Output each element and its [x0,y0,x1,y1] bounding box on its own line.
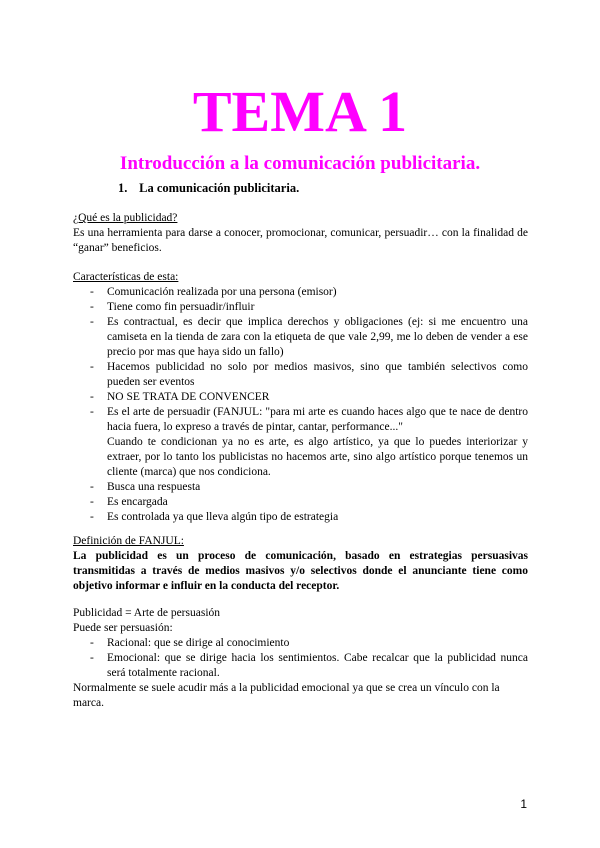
section-heading [118,181,299,196]
list-item: - Hacemos publicidad no solo por medios masivos, sino que también selectivos como pueden ser eventos [90,361,528,388]
characteristics-heading: Características de esta: [73,271,179,283]
list-item: - Racional: que se dirige al conocimiento [90,637,290,649]
list-item: - Tiene como fin persuadir/influir [90,301,255,313]
characteristics-list-after [73,480,528,525]
section-number: 1. [118,181,128,195]
persuasion-line-2: Puede ser persuasión: [73,622,173,634]
characteristics-block [73,270,528,525]
list-item: - Es contractual, es decir que implica derechos y obligaciones (ej: si me encuentro una camiseta en la tienda de zara con la etiqueta de que vale 2,99, me lo deben de vender a ese precio por mas que haya sido un fallo) [90,316,528,358]
list-item: - Comunicación realizada por una persona (emisor) [90,286,337,298]
definition-heading: Definición de FANJUL: [73,535,184,547]
section-label: La comunicación publicitaria. [139,181,300,195]
what-is-heading: ¿Qué es la publicidad? [73,212,178,224]
persuasion-block [73,606,528,711]
list-item: - Busca una respuesta [90,481,201,493]
persuasion-closing: Normalmente se suele acudir más a la publicidad emocional ya que se crea un vínculo con la marca. [73,682,500,709]
characteristics-continuation: Cuando te condicionan ya no es arte, es algo artístico, ya que lo puedes interiorizar y extraer, por lo tanto los publicistas no hacemos arte, sino algo artístico porque tenemos un cliente (marca) que nos condiciona. [107,436,528,478]
definition-block [73,534,528,594]
list-item: - Es controlada ya que lleva algún tipo de estrategia [90,511,339,523]
list-item: - Es el arte de persuadir (FANJUL: "para mi arte es cuando haces algo que te nace de dentro hacia fuera, lo expreso a través de pintar, cantar, performance..." [90,406,528,433]
definition-text: La publicidad es un proceso de comunicación, basado en estrategias persuasivas transmitidas a través de medios masivos y/o selectivos donde el anunciante tiene como objetivo informar e influir en la conducta del receptor. [73,550,528,592]
list-item: - NO SE TRATA DE CONVENCER [90,391,270,403]
persuasion-line-1: Publicidad = Arte de persuasión [73,607,221,619]
page-number: 1 [520,797,527,811]
document-title: TEMA 1 [192,79,408,144]
list-item: - Emocional: que se dirige hacia los sentimientos. Cabe recalcar que la publicidad nunca será totalmente racional. [90,652,528,679]
what-is-block [73,211,528,256]
what-is-text: Es una herramienta para darse a conocer, promocionar, comunicar, persuadir… con la finalidad de “ganar” beneficios. [73,227,528,254]
persuasion-list [73,636,528,681]
document-subtitle: Introducción a la comunicación publicitaria. [119,153,481,174]
list-item: - Es encargada [90,496,168,508]
characteristics-list [73,285,528,435]
